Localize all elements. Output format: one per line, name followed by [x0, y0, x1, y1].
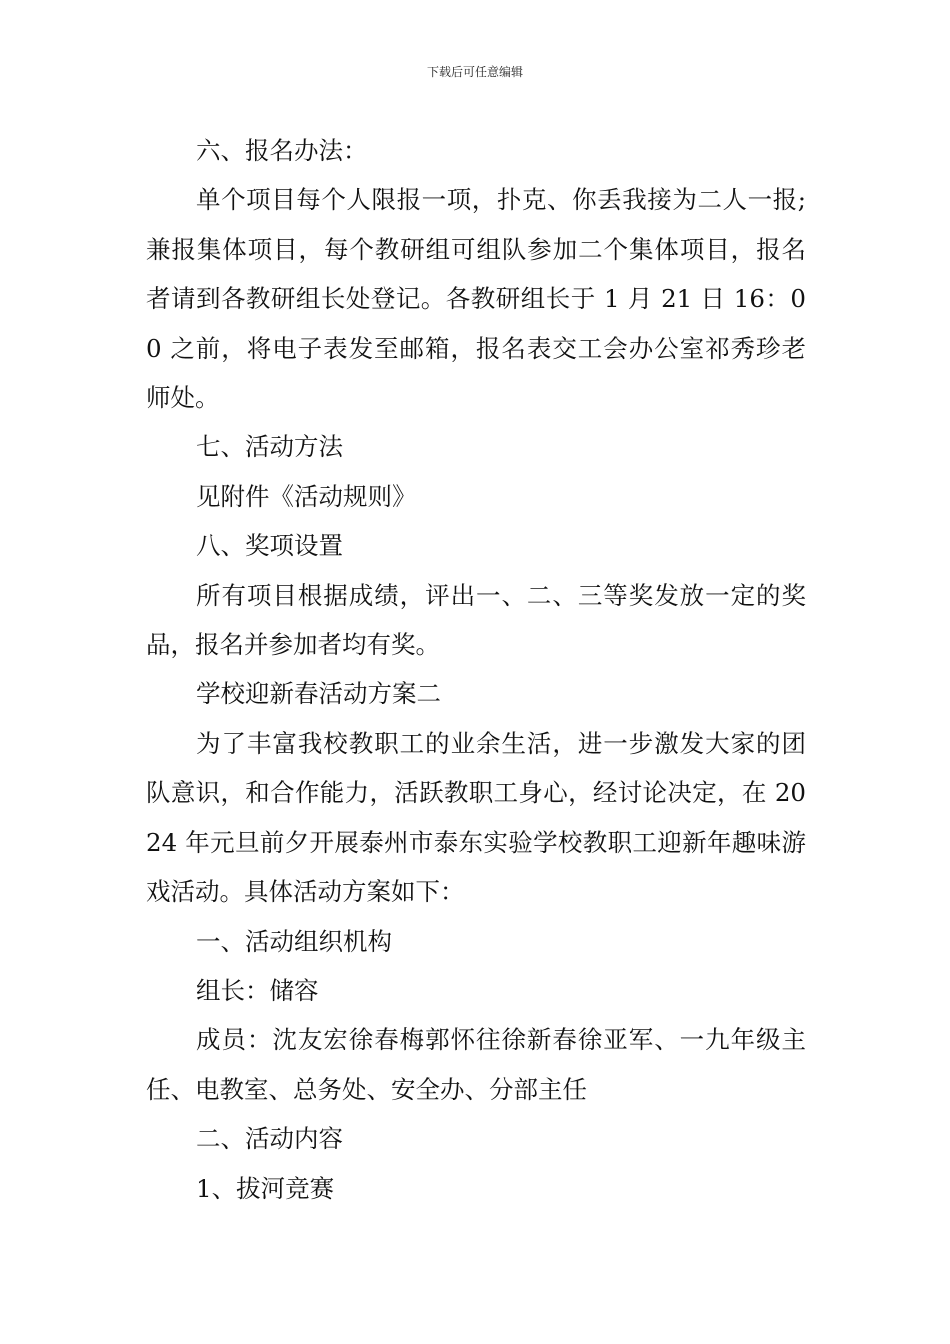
paragraph-awards-details: 所有项目根据成绩，评出一、二、三等奖发放一定的奖品，报名并参加者均有奖。: [146, 580, 806, 660]
list-item-tug-of-war: 1、拔河竞赛: [196, 1173, 335, 1203]
section-heading-organization: 一、活动组织机构: [196, 926, 392, 956]
paragraph-registration-details: 单个项目每个人限报一项，扑克、你丢我接为二人一报;兼报集体项目，每个教研组可组队参加二个集体项目，报名者请到各教研组长处登记。各教研组长于 1 月 21 日 16：00 之前，将电子表发至邮箱，报名表交工会办公室祁秀珍老师处。: [146, 185, 806, 413]
paragraph-activity-rules: 见附件《活动规则》: [196, 481, 417, 511]
paragraph-plan-two-intro: 为了丰富我校教职工的业余生活，进一步激发大家的团队意识，和合作能力，活跃教职工身心，经讨论决定，在 2024 年元旦前夕开展泰州市泰东实验学校教职工迎新年趣味游戏活动。具体活动方案如下：: [146, 728, 806, 907]
section-heading-registration: 六、报名办法：: [196, 136, 368, 165]
page-header: 下载后可任意编辑: [426, 65, 523, 79]
section-heading-awards: 八、奖项设置: [196, 531, 343, 561]
section-heading-activity-method: 七、活动方法: [196, 432, 343, 462]
section-heading-activity-content: 二、活动内容: [196, 1124, 343, 1154]
paragraph-team-leader: 组长：储容: [196, 975, 319, 1005]
plan-two-title: 学校迎新春活动方案二: [196, 679, 441, 709]
paragraph-team-members: 成员：沈友宏徐春梅郭怀往徐新春徐亚军、一九年级主任、电教室、总务处、安全办、分部主任: [146, 1025, 806, 1104]
document-body: [146, 126, 806, 1213]
